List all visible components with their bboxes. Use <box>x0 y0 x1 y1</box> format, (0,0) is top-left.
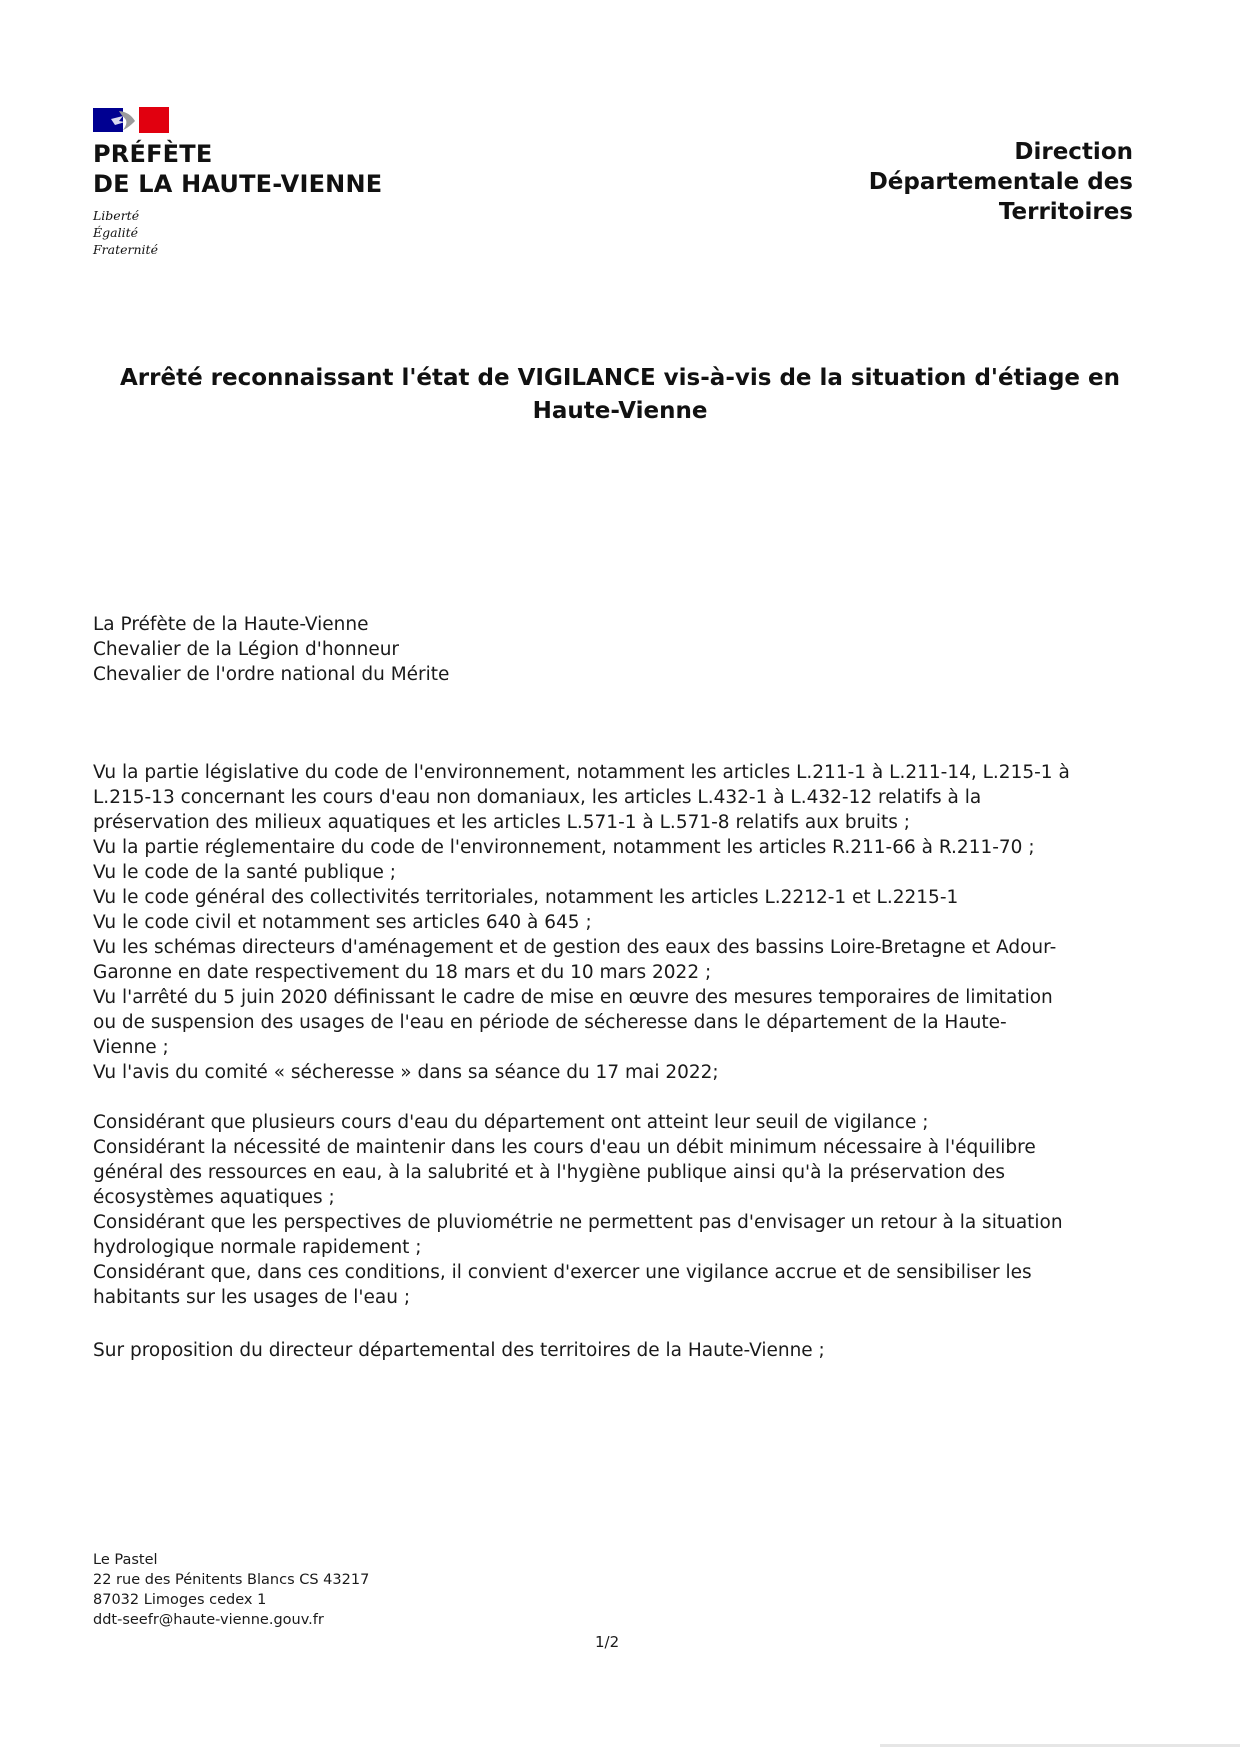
visa-line: Vu les schémas directeurs d'aménagement et de gestion des eaux des bassins Loire-Bretagne et Adour- <box>93 937 1057 958</box>
footer-address <box>93 1550 369 1630</box>
prefecture-logo-block <box>93 107 433 258</box>
motto-line: Liberté <box>93 208 140 223</box>
issuer-line: La Préfète de la Haute-Vienne <box>93 614 369 635</box>
considerant-line: général des ressources en eau, à la salubrité et à l'hygiène publique ainsi qu'à la préservation des <box>93 1162 1006 1183</box>
considerant-line: Considérant que les perspectives de pluviométrie ne permettent pas d'envisager un retour à la situation <box>93 1212 1063 1233</box>
direction-line: Départementale des <box>868 169 1133 195</box>
considerant-line: écosystèmes aquatiques ; <box>93 1187 335 1208</box>
page-number: 1/2 <box>595 1633 620 1651</box>
direction-block <box>869 137 1133 227</box>
issuer-line: Chevalier de l'ordre national du Mérite <box>93 664 450 685</box>
visa-line: Vu la partie législative du code de l'environnement, notamment les articles L.211-1 à L.211-14, L.215-1 à <box>93 762 1070 783</box>
document-title <box>90 362 1150 428</box>
email-address: ddt-seefr@haute-vienne.gouv.fr <box>93 1612 324 1628</box>
issuer-line: Chevalier de la Légion d'honneur <box>93 639 400 660</box>
motto-line: Fraternité <box>93 242 158 257</box>
address-line: Le Pastel <box>93 1552 158 1568</box>
considerant-line: Considérant la nécessité de maintenir dans les cours d'eau un débit minimum nécessaire à l'équilibre <box>93 1137 1036 1158</box>
visa-line: Vienne ; <box>93 1037 169 1058</box>
address-line: 22 rue des Pénitents Blancs CS 43217 <box>93 1572 370 1588</box>
direction-line: Direction <box>1014 139 1133 165</box>
prefete-title-line-1: PRÉFÈTE <box>93 140 213 168</box>
title-line: Arrêté reconnaissant l'état de VIGILANCE vis-à-vis de la situation d'étiage en <box>119 365 1120 391</box>
address-line: 87032 Limoges cedex 1 <box>93 1592 267 1608</box>
proposition-line <box>93 1338 825 1363</box>
proposition-text: Sur proposition du directeur départemental des territoires de la Haute-Vienne ; <box>93 1340 825 1361</box>
prefete-title-line-2: DE LA HAUTE-VIENNE <box>93 170 383 198</box>
considerant-line: habitants sur les usages de l'eau ; <box>93 1287 411 1308</box>
marianne-logo-icon <box>93 107 169 133</box>
considerants-block <box>93 1110 1063 1310</box>
visa-line: Vu le code de la santé publique ; <box>93 862 396 883</box>
visa-line: préservation des milieux aquatiques et les articles L.571-1 à L.571-8 relatifs aux bruits ; <box>93 812 911 833</box>
visa-line: Vu le code général des collectivités territoriales, notamment les articles L.2212-1 et L.2215-1 <box>93 887 959 908</box>
title-line: Haute-Vienne <box>532 398 708 424</box>
considerant-line: hydrologique normale rapidement ; <box>93 1237 422 1258</box>
visa-line: Vu la partie réglementaire du code de l'environnement, notamment les articles R.211-66 à R.211-70 ; <box>93 837 1035 858</box>
republic-motto <box>93 207 433 258</box>
issuer-block <box>93 612 449 687</box>
visa-line: ou de suspension des usages de l'eau en période de sécheresse dans le département de la Haute- <box>93 1012 1007 1033</box>
direction-line: Territoires <box>998 199 1133 225</box>
visa-line: L.215-13 concernant les cours d'eau non domaniaux, les articles L.432-1 à L.432-12 relatifs à la <box>93 787 982 808</box>
considerant-line: Considérant que, dans ces conditions, il convient d'exercer une vigilance accrue et de sensibiliser les <box>93 1262 1032 1283</box>
visa-line: Vu le code civil et notamment ses articles 640 à 645 ; <box>93 912 592 933</box>
visa-line: Garonne en date respectivement du 18 mars et du 10 mars 2022 ; <box>93 962 712 983</box>
scan-edge-divider <box>880 1744 1240 1747</box>
motto-line: Égalité <box>93 225 138 240</box>
visas-block <box>93 760 1070 1085</box>
visa-line: Vu l'arrêté du 5 juin 2020 définissant le cadre de mise en œuvre des mesures temporaires de limitation <box>93 987 1053 1008</box>
considerant-line: Considérant que plusieurs cours d'eau du département ont atteint leur seuil de vigilance ; <box>93 1112 929 1133</box>
visa-line: Vu l'avis du comité « sécheresse » dans sa séance du 17 mai 2022; <box>93 1062 719 1083</box>
